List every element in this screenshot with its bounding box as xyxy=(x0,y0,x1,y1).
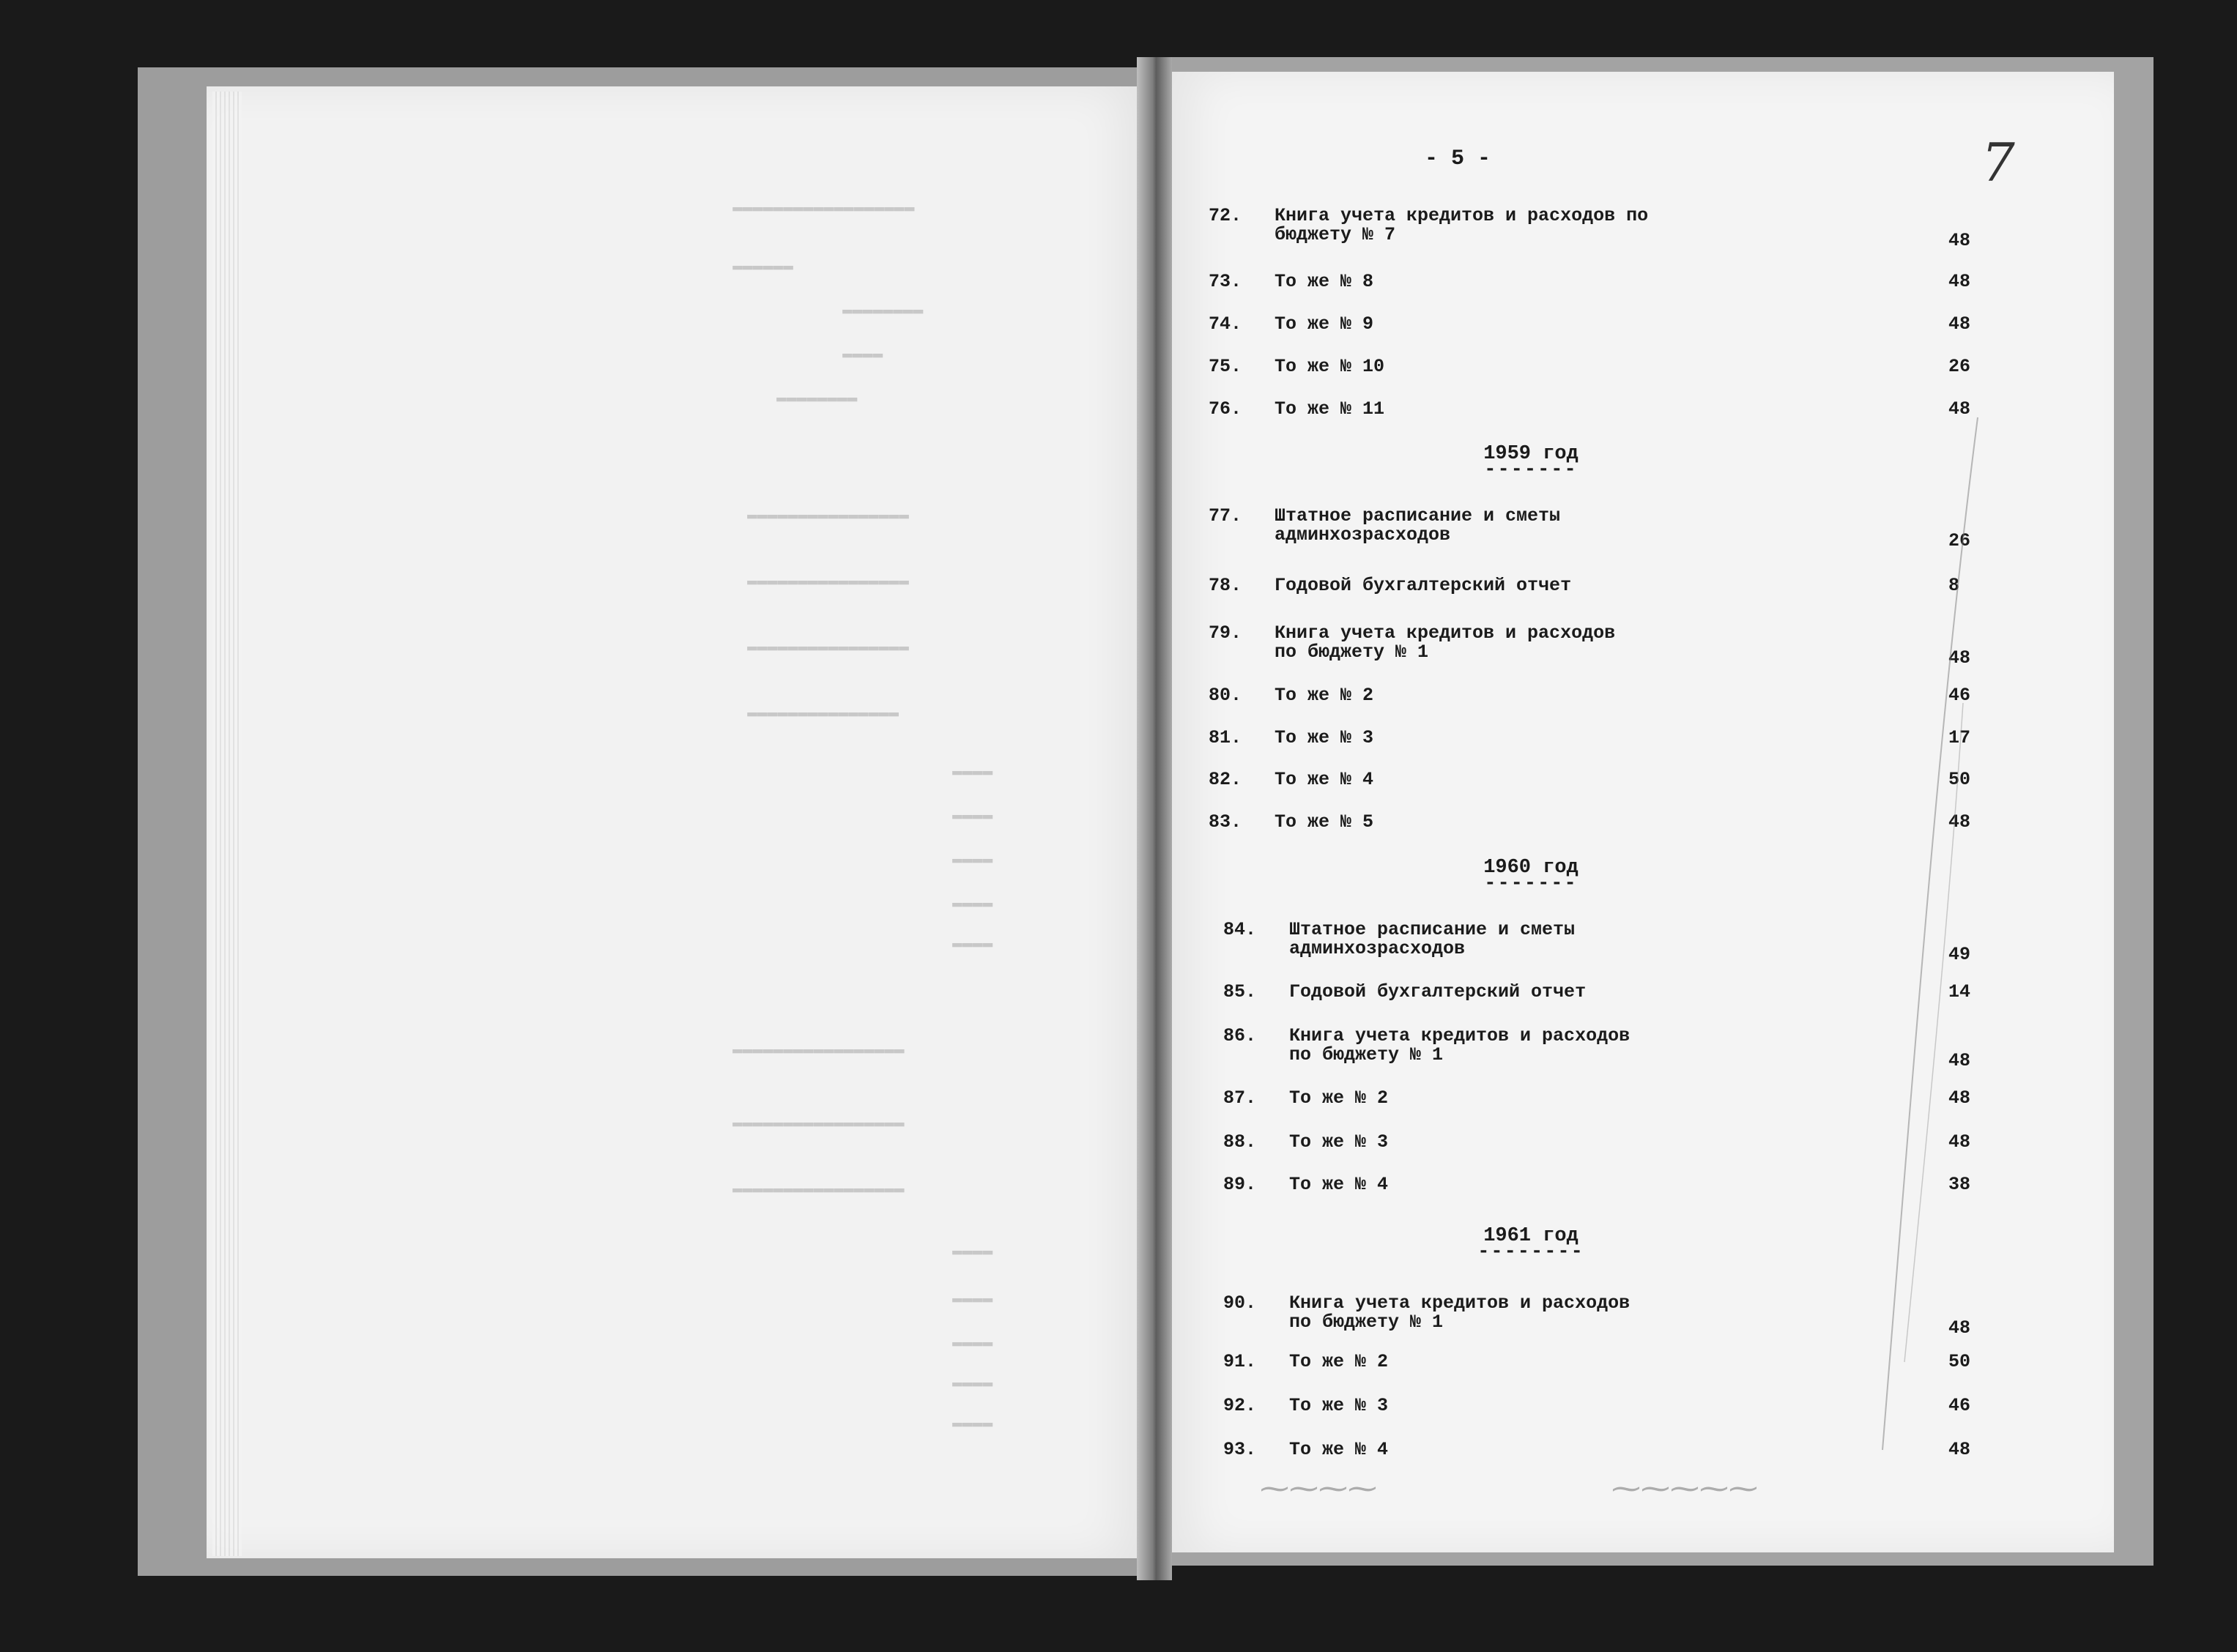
left-page xyxy=(207,86,1143,1558)
item-sheet-count: 8 xyxy=(1948,575,1960,596)
item-title-line: То же № 4 xyxy=(1289,1439,1389,1460)
item-sheet-count: 26 xyxy=(1948,356,1971,377)
item-number: 78. xyxy=(1209,575,1242,596)
item-sheet-count: 48 xyxy=(1948,398,1971,420)
item-title-line: по бюджету № 1 xyxy=(1275,641,1429,663)
item-title-line: Штатное расписание и сметы xyxy=(1289,919,1576,940)
item-number: 93. xyxy=(1223,1439,1257,1460)
item-sheet-count: 49 xyxy=(1948,944,1971,965)
item-title-line: То же № 2 xyxy=(1289,1087,1389,1109)
item-title-line: То же № 2 xyxy=(1275,685,1374,706)
item-sheet-count: 48 xyxy=(1948,1439,1971,1460)
item-sheet-count: 48 xyxy=(1948,271,1971,292)
item-title-line: То же № 10 xyxy=(1275,356,1385,377)
item-title-line: То же № 3 xyxy=(1289,1395,1389,1416)
item-sheet-count: 38 xyxy=(1948,1174,1971,1195)
item-number: 74. xyxy=(1209,313,1242,335)
item-sheet-count: 48 xyxy=(1948,647,1971,669)
item-number: 82. xyxy=(1209,769,1242,790)
item-sheet-count: 48 xyxy=(1948,1317,1971,1339)
item-number: 87. xyxy=(1223,1087,1257,1109)
year-heading xyxy=(1458,857,1604,895)
archive-page-number: 7 xyxy=(1981,132,2015,193)
item-sheet-count: 48 xyxy=(1948,1050,1971,1071)
item-title-line: по бюджету № 1 xyxy=(1289,1311,1444,1333)
item-number: 91. xyxy=(1223,1351,1257,1372)
year-heading-text: 1960 год xyxy=(1483,857,1578,879)
year-heading xyxy=(1458,1225,1604,1263)
year-heading-text: 1961 год xyxy=(1483,1225,1578,1247)
item-sheet-count: 17 xyxy=(1948,727,1971,748)
item-sheet-count: 48 xyxy=(1948,313,1971,335)
item-number: 84. xyxy=(1223,919,1257,940)
item-title-line: То же № 4 xyxy=(1289,1174,1389,1195)
item-title-line: То же № 11 xyxy=(1275,398,1385,420)
item-number: 72. xyxy=(1209,205,1242,226)
year-underline: -------- xyxy=(1477,1241,1584,1263)
item-number: 79. xyxy=(1209,622,1242,644)
item-title-line: Книга учета кредитов и расходов xyxy=(1275,622,1616,644)
handwritten-signature-2: ⁓⁓⁓⁓⁓ xyxy=(1611,1472,1758,1506)
item-sheet-count: 46 xyxy=(1948,685,1971,706)
item-sheet-count: 50 xyxy=(1948,1351,1971,1372)
item-title-line: Книга учета кредитов и расходов xyxy=(1289,1292,1631,1314)
year-underline: ------- xyxy=(1484,873,1578,895)
item-number: 81. xyxy=(1209,727,1242,748)
item-number: 85. xyxy=(1223,981,1257,1002)
item-sheet-count: 48 xyxy=(1948,230,1971,251)
item-sheet-count: 26 xyxy=(1948,530,1971,551)
item-title-line: админхозрасходов xyxy=(1275,524,1451,546)
item-title-line: Штатное расписание и сметы xyxy=(1275,505,1561,527)
item-sheet-count: 48 xyxy=(1948,1131,1971,1153)
item-title-line: админхозрасходов xyxy=(1289,938,1466,959)
item-sheet-count: 14 xyxy=(1948,981,1971,1002)
page-number: - 5 - xyxy=(1425,146,1491,171)
item-sheet-count: 50 xyxy=(1948,769,1971,790)
item-number: 89. xyxy=(1223,1174,1257,1195)
left-page-edges xyxy=(212,92,242,1556)
item-sheet-count: 48 xyxy=(1948,1087,1971,1109)
item-title-line: То же № 8 xyxy=(1275,271,1374,292)
item-number: 88. xyxy=(1223,1131,1257,1153)
item-number: 86. xyxy=(1223,1025,1257,1046)
item-number: 77. xyxy=(1209,505,1242,527)
item-title-line: То же № 4 xyxy=(1275,769,1374,790)
year-heading xyxy=(1458,443,1604,481)
item-title-line: Годовой бухгалтерский отчет xyxy=(1289,981,1587,1002)
year-heading-text: 1959 год xyxy=(1483,443,1578,465)
item-title-line: Книга учета кредитов и расходов xyxy=(1289,1025,1631,1046)
item-title-line: по бюджету № 1 xyxy=(1289,1044,1444,1065)
item-number: 76. xyxy=(1209,398,1242,420)
item-title-line: Книга учета кредитов и расходов по xyxy=(1275,205,1649,226)
book-gutter xyxy=(1137,57,1172,1580)
item-number: 80. xyxy=(1209,685,1242,706)
item-number: 90. xyxy=(1223,1292,1257,1314)
item-number: 75. xyxy=(1209,356,1242,377)
item-title-line: бюджету № 7 xyxy=(1275,224,1396,245)
item-title-line: То же № 5 xyxy=(1275,811,1374,833)
item-sheet-count: 46 xyxy=(1948,1395,1971,1416)
item-title-line: То же № 9 xyxy=(1275,313,1374,335)
item-number: 83. xyxy=(1209,811,1242,833)
year-underline: ------- xyxy=(1484,459,1578,481)
item-sheet-count: 48 xyxy=(1948,811,1971,833)
item-title-line: То же № 3 xyxy=(1275,727,1374,748)
item-title-line: То же № 3 xyxy=(1289,1131,1389,1153)
pencil-mark xyxy=(1875,410,1992,1457)
handwritten-signature: ⁓⁓⁓⁓ xyxy=(1260,1472,1377,1506)
item-number: 92. xyxy=(1223,1395,1257,1416)
item-title-line: То же № 2 xyxy=(1289,1351,1389,1372)
item-number: 73. xyxy=(1209,271,1242,292)
item-title-line: Годовой бухгалтерский отчет xyxy=(1275,575,1572,596)
